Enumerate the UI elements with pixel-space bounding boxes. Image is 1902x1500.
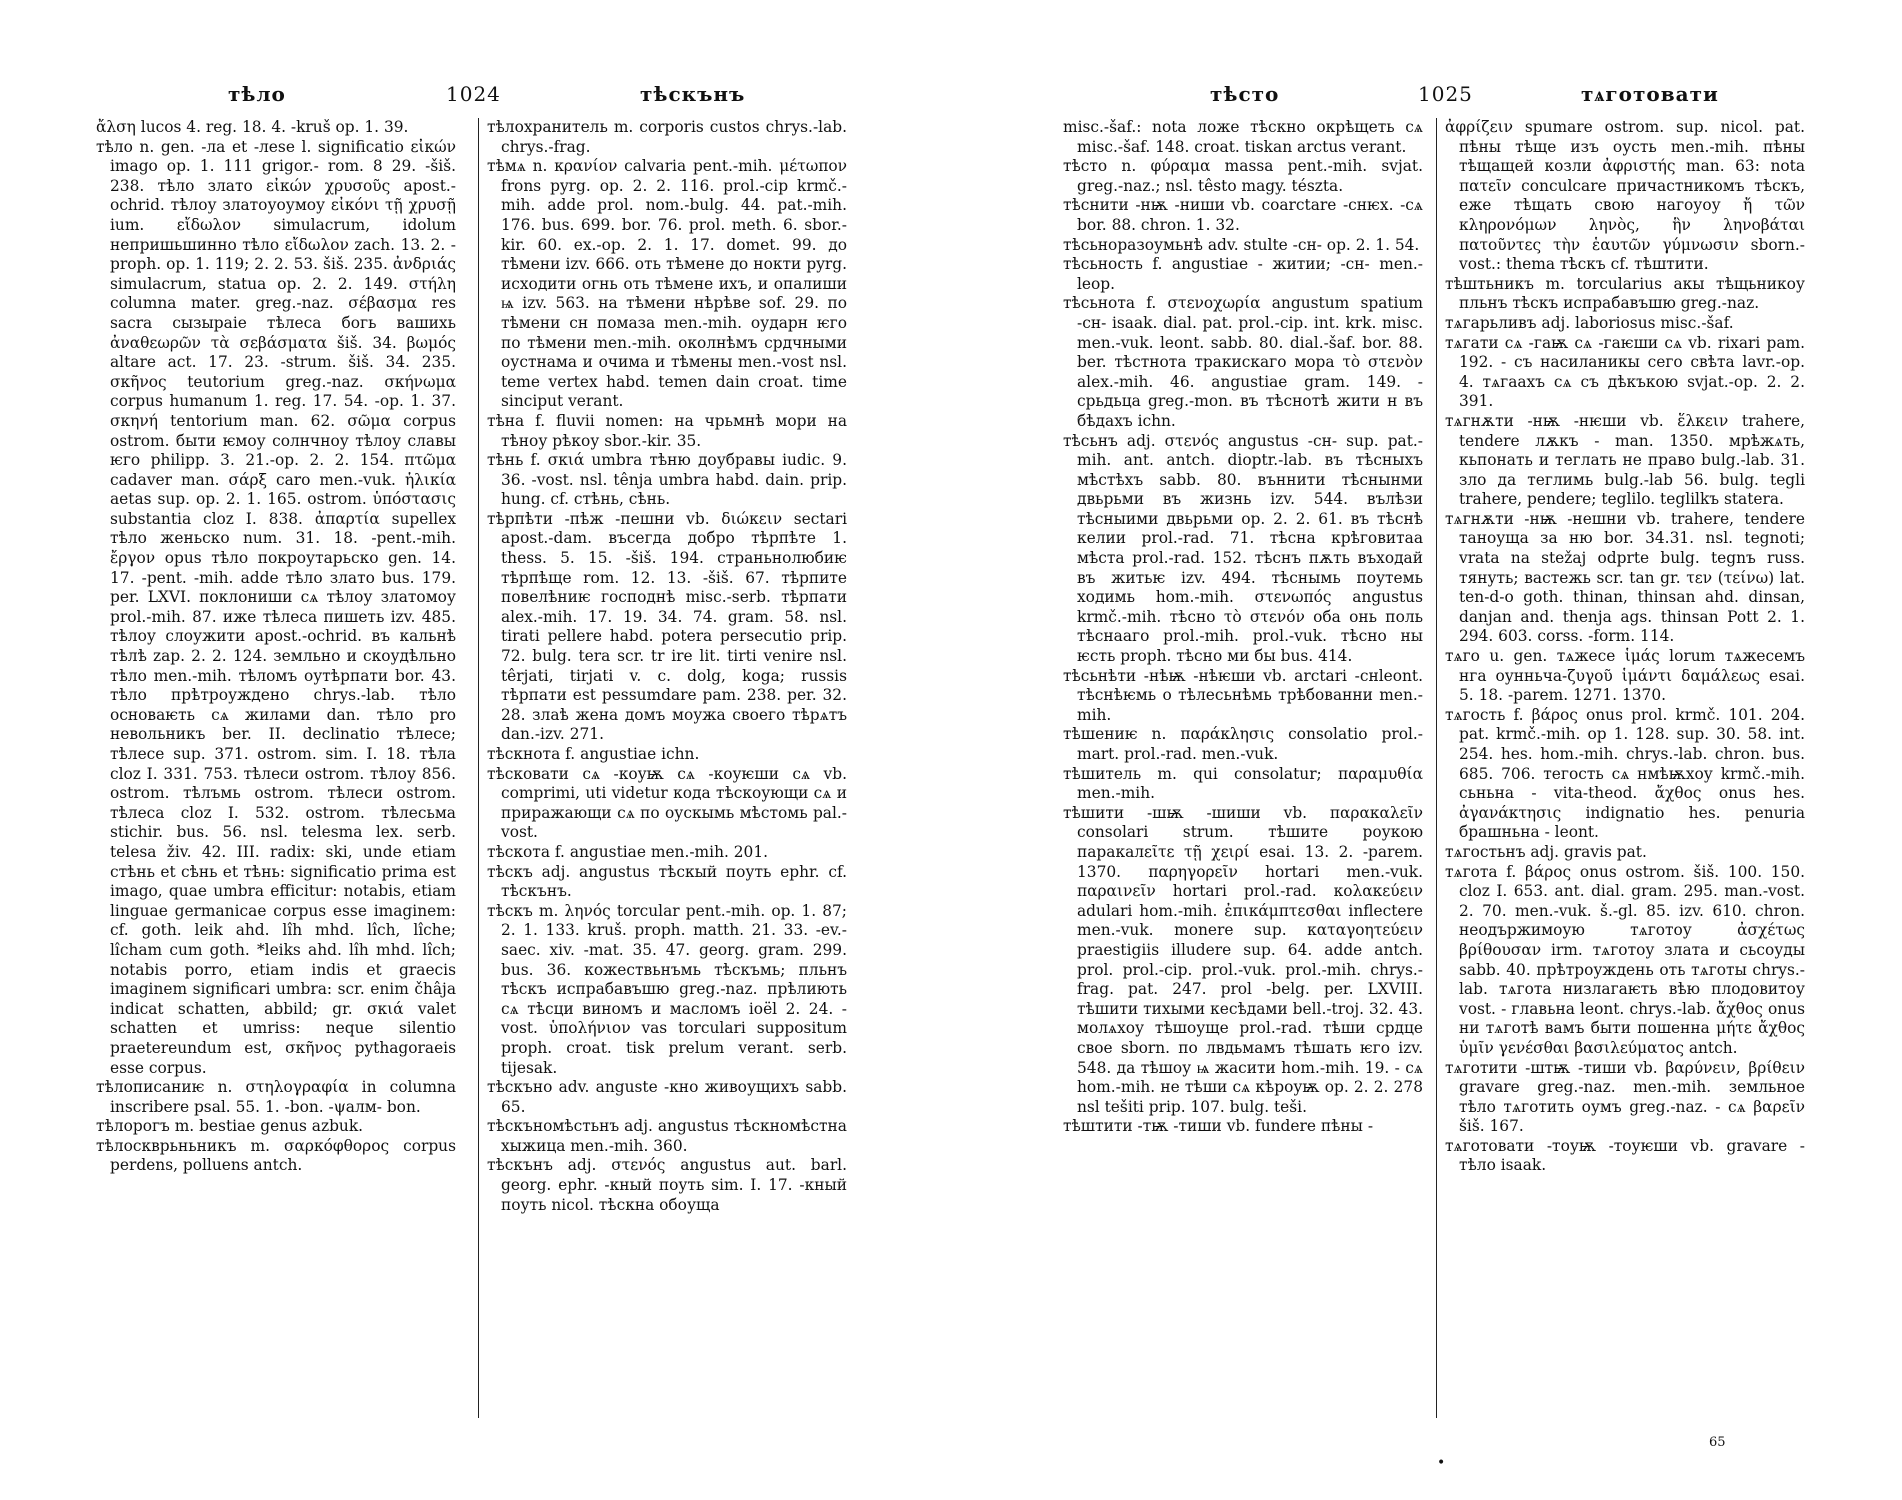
right-running-head-last: тѧготовати	[1581, 82, 1719, 106]
entry: тѣсьнъ adj. στενός angustus -сн- sup. pat.-mih. ant. antch. dioptr.-lab. въ тѣсныхъ мѣстѣхъ sabb. 80. въннити тѣснынми двьрьми въ жизнь izv. 544. вълѣзи тѣсныими двьрьми op. 2. 2. 61. въ тѣснѣ келии prol.-rad. 71. тѣсна крѣговитаа мѣста prol.-rad. 152. тѣснъ пѫть въходай въ житьѥ izv. 494. тѣснымь поутемь ходимь hom.-mih. στενωπός angustus krmč.-mih. тѣсно τὸ στενόν оба онь поль тѣснааго prol.-mih. prol.-vuk. тѣсно ны ѥсть proph. тѣсно ми бы bus. 414.	[1063, 431, 1423, 666]
entry: тѣштьникъ m. torcularius акы тѣщьникоу пльнъ тѣскъ испрабавъшю greg.-naz.	[1445, 274, 1805, 313]
entry: тѣскъно adv. anguste -кно живоущихъ sabb. 65.	[487, 1078, 847, 1116]
entry: тѣлоскврьньникъ m. σαρκόφθορος corpus perdens, polluens antch.	[96, 1136, 456, 1175]
entry: тѣлорогъ m. bestiae genus azbuk.	[96, 1117, 364, 1136]
entry: ἄλση lucos 4. reg. 18. 4. -kruš op. 1. 39.	[96, 118, 409, 136]
entry: тѧгати сѧ -гаѭ сѧ -гаѥши сѧ vb. rixari pam. 192. - съ насиланикы сего свѣта lavr.-op. 4. тѧгаахъ сѧ съ дѣкъкою svjat.-op. 2. 2. 391.	[1445, 333, 1805, 411]
right-column-divider	[1436, 118, 1437, 1418]
entry: тѣлохранитель m. corporis custos chrys.-lab. chrys.-frag.	[487, 118, 847, 156]
entry: тѣсьнѣти -нѣѭ -нѣѥши vb. arctari -снleont. тѣснѣѥмь о тѣлесьнѣмь трѣбованни men.-mih.	[1063, 666, 1423, 724]
entry: тѣштити -тѭ -тиши vb. fundere пѣны -	[1063, 1117, 1374, 1136]
entry: тѧгнѫти -нѭ -нѥши vb. ἕλκειν trahere, tendere лѫкъ - man. 1350. мрѣжѧть, кьпонать и теглать не право bulg.-lab. 31. зло да теглимь bulg.-lab 56. bulg. tegli trahere, pendere; teglilo. teglilkъ statera.	[1445, 411, 1805, 509]
right-page	[951, 0, 1902, 1500]
entry: тѣскъномѣстьнъ adj. angustus тѣскномѣстна хыжица men.-mih. 360.	[487, 1117, 847, 1155]
entry: тѣсьноразоумьнѣ adv. stulte -сн- op. 2. 1. 54.	[1063, 235, 1420, 254]
right-column-2	[1445, 118, 1805, 1428]
entry: тѣло n. gen. -лa et -леѕе l. significatio εἰκών imago op. 1. 111 grigor.- rom. 8 29. -šiš. 238. тѣло злато εἰκών χρυσοῦς apost.-ochrid. тѣлоу златоуоумоу εἰκόνι τῇ χρυσῇ ium. εἴδωλον simulacrum, idolum непришьшинно тѣло εἴδωλον zach. 13. 2. -proph. op. 1. 119; 2. 2. 53. šiš. 235. ἀνδριάς simulacrum, statua op. 2. 2. 149. στήλη columna mater. greg.-naz. σέβασμα res sacra сызыраіе тѣлеса богь вашихь ἀναθεωρῶν τὰ σεβάσματα šiš. 34. βωμός altare act. 17. 23. -strum. šiš. 34. 235. σκῆνος teutorium greg.-naz. σκήνωμα corpus humanum 1. reg. 17. 54. -op. 1. 37. σκηνή tentorium man. 62. σῶμα corpus ostrom. быти ѥмоу солнчноу тѣлоу славы ѥго philipp. 3. 21.-op. 2. 2. 154. πτῶμα cadaver man. σάρξ caro men.-vuk. ἡλικία aetas sup. op. 2. 1. 165. ostrom. ὑπόστασις substantia cloz I. 838. ἀπαρτία supellex тѣло женьско num. 31. 18. -pent.-mih. ἔργον opus тѣло покроутарьско gen. 14. 17. -pent. -mih. adde тѣло злато bus. 179. per. LXVI. поклониши сѧ тѣлоу златомоу prol.-mih. 87. иже тѣлеса пишеть izv. 485. тѣлоу слоужити apost.-ochrid. въ кальнѣ тѣлѣ zap. 2. 2. 124. земльно и скоудѣльно тѣло men.-mih. тѣломъ оутѣрпати bor. 43. тѣло прѣтроуждено chrys.-lab. тѣло основаѥть сѧ жилами dan. тѣло pro невольникъ ber. II. declinatio тѣлесе; тѣлесе sup. 371. ostrom. sim. I. 18. тѣла cloz I. 331. 753. тѣлеси ostrom. тѣлоу 856. ostrom. тѣлъмь ostrom. тѣлеси ostrom. тѣлеса cloz I. 532. ostrom. тѣлесьма stichir. bus. 56. nsl. telesma lex. serb. telesa živ. 42. III. radix: ski, unde etiam стѣнь et сѣнь et тѣнь: significatio prima est imago, quae umbra efficitur: notabis, etiam linguae germanicae corpus esse imaginem: cf. goth. leik ahd. lîh mhd. lîch, lîche; lîcham cum goth. *leiks ahd. lîh mhd. lîch; notabis porro, etiam indis et graecis imaginem significari umbra: scr. enim čhâja indicat schatten, abbild; gr. σκιά valet schatten et umriss: neque silentio praetereundum est, σκῆνος pythagoraeis esse corpus.	[96, 137, 456, 1077]
right-page-number: 1025	[1418, 82, 1473, 106]
entry: тѣскъ m. ληνός torcular pent.-mih. op. 1. 87; 2. 1. 133. kruš. proph. matth. 21. 33. -ev.-saec. xiv. -mat. 35. 47. georg. gram. 299. bus. 36. кожествьнъмь тѣскъмь; пльнъ тѣскъ испрабавъшю greg.-naz. прѣлиють сѧ тѣсци виномъ и масломъ ioël 2. 24. -vost. ὑπολήνιον vas torculari suppositum proph. croat. tisk prelum verant. serb. tijesak.	[487, 901, 847, 1077]
entry: тѧгостьнъ adj. gravis pat.	[1445, 842, 1647, 861]
entry: тѧгарьливъ adj. laboriosus misc.-šaf.	[1445, 313, 1734, 332]
entry: тѣскънъ adj. στενός angustus aut. barl. georg. ephr. -кный поуть sim. I. 17. -кный поуть nicol. тѣскна обоуща	[487, 1156, 847, 1214]
entry: тѣсьность f. angustiae - житии; -сн- men.-leop.	[1063, 255, 1423, 293]
left-page-header	[0, 82, 951, 106]
entry: тѧготити -штѭ -тиши vb. βαρύνειν, βρίθειν gravare greg.-naz. men.-mih. земльное тѣло тѧготить оумъ greg.-naz. - сѧ βαρεῖν šiš. 167.	[1445, 1058, 1805, 1136]
entry: тѣсто n. φύραμα massa pent.-mih. svjat. greg.-naz.; nsl. têsto magy. tészta.	[1063, 157, 1423, 195]
entry: тѣскъ adj. angustus тѣскый поуть ephr. cf. тѣскънъ.	[487, 862, 847, 901]
entry: тѣшениѥ n. παράκλησις consolatio prol.-mart. prol.-rad. men.-vuk.	[1063, 725, 1423, 763]
left-running-head-first: тѣло	[228, 82, 286, 106]
entry: тѣсковати сѧ -коуѭ сѧ -коуѥши сѧ vb. comprimi, uti videtur кода тѣскоующи сѧ и приражающи сѧ по оускымь мѣстомь pal.-vost.	[487, 764, 847, 842]
entry: тѣнь f. σκιά umbra тѣню доубравы iudic. 9. 36. -vost. nsl. tênja umbra habd. dain. prip. hung. cf. стѣнь, сѣнь.	[487, 451, 847, 509]
right-page-header	[951, 82, 1902, 106]
right-column-1	[1063, 118, 1423, 1428]
right-running-head-first: тѣсто	[1210, 82, 1280, 106]
entry: тѣрпѣти -пѣж -пешни vb. διώκειν sectari apost.-dam. въсегда добро тѣрпѣте 1. thess. 5. 15. -šiš. 194. страньнолюбиѥ тѣрпѣще rom. 12. 13. -šiš. 67. тѣрпите повелѣниѥ господнѣ misc.-serb. тѣрпати alex.-mih. 17. 19. 34. 74. gram. 58. nsl. tirati pellere habd. potera persecutio prip. 72. bulg. tera scr. tr ire lit. tirti venire nsl. têrjati, tirjati v. c. dolg, koga; russis тѣрпати est pessumdare pam. 238. per. 32. 28. злаѣ жена домъ моужа своего тѣрѧтъ dan.-izv. 271.	[487, 509, 847, 744]
entry: тѣшитель m. qui consolatur; παραμυθία men.-mih.	[1063, 764, 1423, 803]
entry: тѣскота f. angustiae men.-mih. 201.	[487, 842, 769, 861]
entry: тѣшити -шѭ -шиши vb. παρακαλεῖν consolari strum. тѣшите роукою паракалεῖτε τῇ χειρί esai. 13. 2. -parem. 1370. παρηγορεῖν hortari men.-vuk. παραινεῖν hortari prol.-rad. κολακεύειν adulari hom.-mih. ἐπικάμπτεσθαι inflectere men.-vuk. monere sup. καταγοητεύειν praestigiis illudere sup. 64. adde antch. prol. prol.-cip. prol.-vuk. prol.-mih. chrys.-frag. pat. 247. prol -belg. per. LXVIII. тѣшити тихыми кесѣдами bell.-troj. 32. 43. молѧхоу тѣшоуще prol.-rad. тѣши срдце свое sborn. по лвдьмамъ тѣшать ѥго izv. 548. да тѣшоу ѩ жасити hom.-mih. 19. - сѧ hom.-mih. не тѣши сѧ кѣроуѭ op. 2. 2. 278 nsl tešiti prip. 107. bulg. teši.	[1063, 803, 1423, 1116]
entry: misc.-šaf.: nota ложе тѣскно окрѣщеть сѧ misc.-šaf. 148. croat. tiskan arctus verant.	[1063, 118, 1423, 156]
entry: тѣлописаниѥ n. στηλογραφία in columna inscribere psal. 55. 1. -bon. -ψалм- bon.	[96, 1078, 456, 1116]
left-running-head-last: тѣскънъ	[640, 82, 746, 106]
folio-number: 65	[1709, 1435, 1726, 1450]
left-column-divider	[478, 118, 479, 1418]
entry: тѣмѧ n. κρανίον calvaria pent.-mih. μέτωπον frons pyrg. op. 2. 2. 116. prol.-cip krmč.-mih. adde prol. nom.-bulg. 44. pat.-mih. 176. bus. 699. bor. 76. prol. meth. 6. sbor.-kir. 60. ex.-op. 2. 1. 17. domet. 99. до тѣмени izv. 666. оть тѣмене до нокти pyrg. исходити огнь оть тѣмене ихъ, и опалиши ѩ izv. 563. на тѣмени нѣрѣве sof. 29. по тѣмени сн помаза men.-mih. оударн ѥго по тѣмени men.-mih. околнѣмъ срдчными оустнама и очима и тѣмены men.-vost nsl. teme vertex habd. temen dain croat. time sinciput verant.	[487, 157, 847, 411]
left-page-number: 1024	[446, 82, 501, 106]
entry: тѧгость f. βάρος onus prol. krmč. 101. 204. pat. krmč.-mih. op 1. 128. sup. 30. 58. int. 254. hes. hom.-mih. chrys.-lab. chron. bus. 685. 706. тегость сѧ нмѣѭхоу krmč.-mih. сьньна - vita-theod. ἄχθος onus hes. ἀγανάκτησις indignatio hes. penuria брашньна - leont.	[1445, 705, 1805, 842]
left-column-1	[96, 118, 456, 1428]
entry: тѣна f. fluvii nomen: на чрьмнѣ мори на тѣноу рѣкоу sbor.-kir. 35.	[487, 411, 847, 450]
entry: ἀφρίζειν spumare ostrom. sup. nicol. pat. пѣны тѣще изъ оусть men.-mih. пѣны тѣщащей козли ἀφριστής man. 63: nota πατεῖν conculcare причастникомъ тѣскъ, еже тѣщать свою нагоуоу ἤ τῶν κληρονόμων ληνὸς, ἣν ληνοβάται πατοῦντες τὴν ἑαυτῶν γύμνωσιν sborn.-vost.: thema тѣскъ cf. тѣштити.	[1445, 118, 1805, 274]
entry: тѧгота f. βάρος onus ostrom. šiš. 100. 150. cloz I. 653. ant. dial. gram. 295. man.-vost. 2. 70. men.-vuk. š.-gl. 85. izv. 610. chron. неодържимоую тѧготоу ἀσχέτως βρίθουσαν irm. тѧготоу злата и сьсоуды sabb. 40. прѣтроуждень оть тѧготы chrys.-lab. тѧгота низлагаѥть вѣю плодовитоу vost. - главьна leont. chrys.-lab. ἄχθος onus ни тѧготѣ вамъ быти пошенна μήτε ἄχθος ὑμῖν γενέσθαι βασιλεύματος antch.	[1445, 862, 1805, 1057]
entry: тѣскнота f. angustiae ichn.	[487, 745, 700, 763]
ink-dot-mark: •	[1437, 1455, 1446, 1471]
entry: тѧготовати -тоуѭ -тоуѥши vb. gravare - тѣло isaak.	[1445, 1136, 1805, 1175]
entry: тѧго u. gen. тѧжесе ἱμάς lorum тѧжесемъ нга оунньча-ζυγοῦ ἱμάντι δαμάλεως esai. 5. 18. -parem. 1271. 1370.	[1445, 647, 1805, 705]
entry: тѣсьнота f. στενοχωρία angustum spatium -сн- isaak. dial. pat. prol.-cip. int. krk. misc. men.-vuk. leont. sabb. 80. dial.-šaf. bor. 88. ber. тѣстнота тракискаго мора τὸ στενὸν alex.-mih. 46. angustiae gram. 149. - срьдьца greg.-mon. въ тѣснотѣ жити н въ бѣдахъ ichn.	[1063, 294, 1423, 430]
entry: тѧгнѫти -нѭ -нешни vb. trahere, tendere таноуща за ню bor. 34.31. nsl. tegnoti; vrata na stežaj odprte bulg. tegnъ russ. тянуть; вастежь scr. tan gr. τεν (τείνω) lat. ten-d-o goth. thinan, thinsan ahd. dinsan, danjan and. thenja ags. thinsan Pott 2. 1. 294. 603. corss. -form. 114.	[1445, 509, 1805, 646]
left-column-2	[487, 118, 847, 1428]
entry: тѣснити -нѭ -ниши vb. coarctare -снѥх. -сѧ bor. 88. chron. 1. 32.	[1063, 196, 1423, 234]
